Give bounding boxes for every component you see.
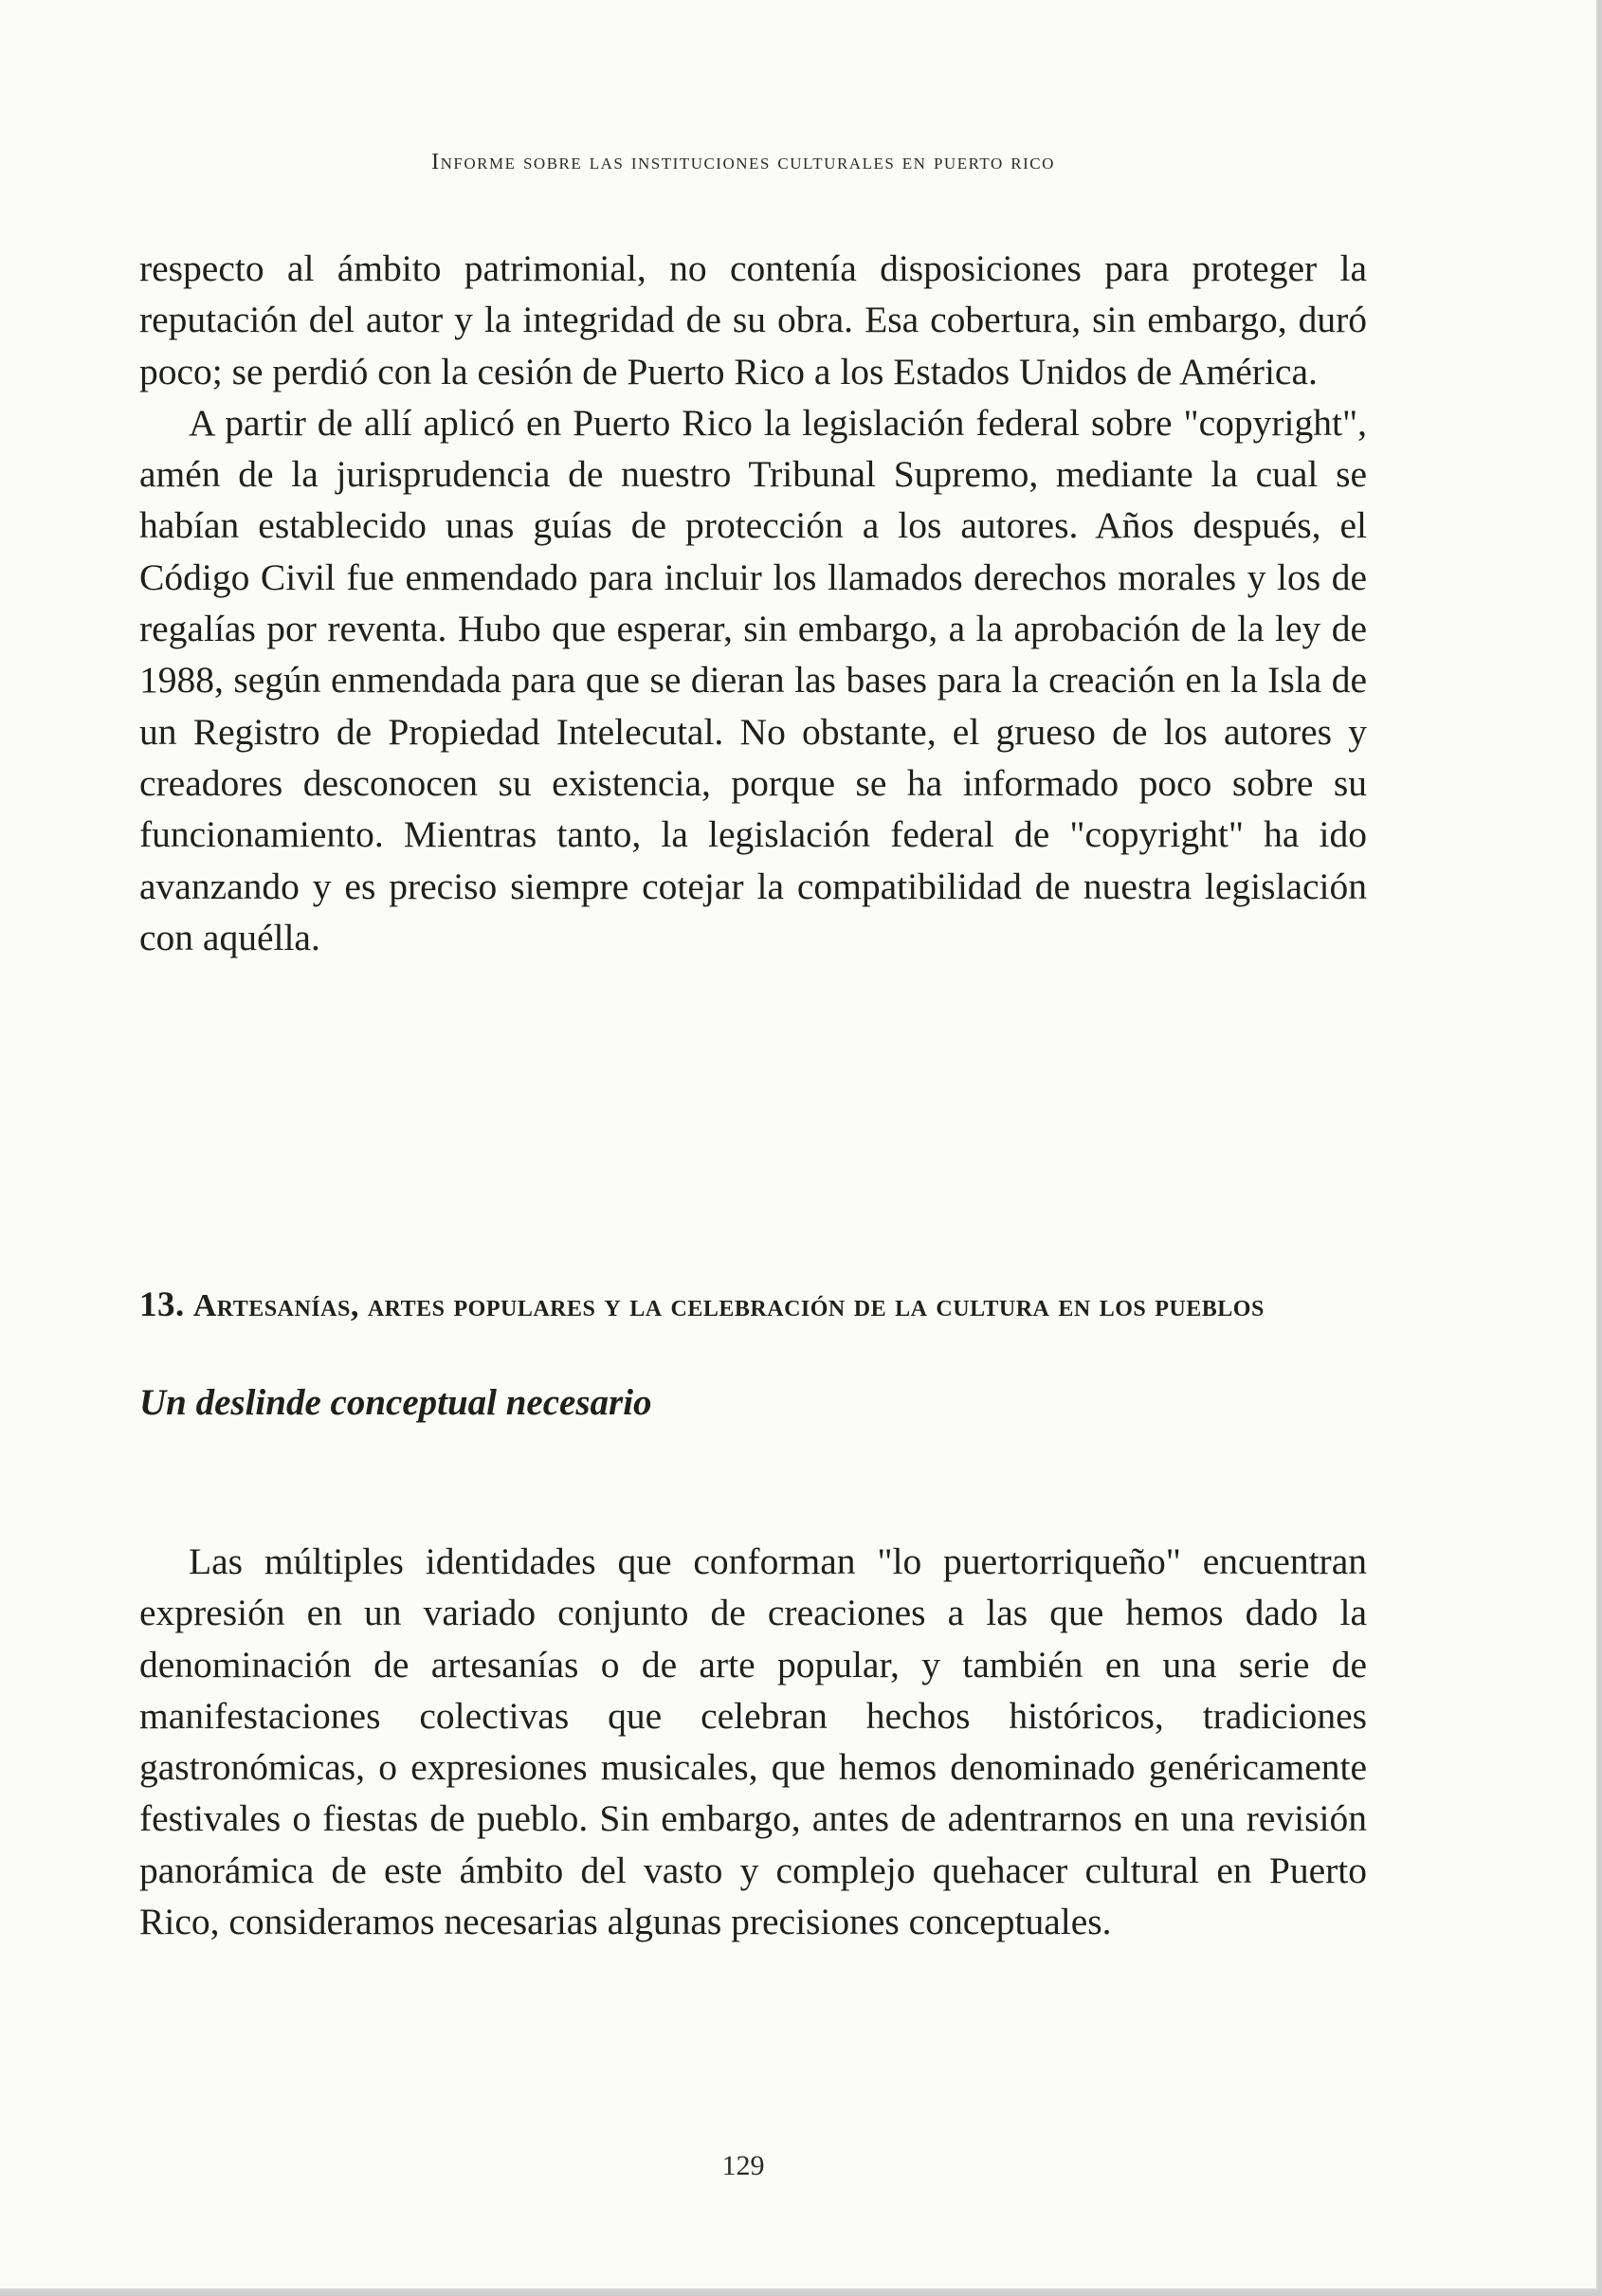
running-head xyxy=(0,150,1486,175)
paragraph: Las múltiples identidades que conforman "lo puertorriqueño" encuentran expresión en un variado conjunto de creaciones a las que hemos dado la denominación de artesanías o de arte popular, y también en una serie de manifestaciones colectivas que celebran hechos históricos, tradiciones gastronómicas, o expresiones musicales, que hemos denominado genéricamente festivales o fiestas de pueblo. Sin embargo, antes de adentrarnos en una revisión panorámica de este ámbito del vasto y complejo quehacer cultural en Puerto Rico, consideramos necesarias algunas precisiones conceptuales. xyxy=(139,1540,1367,1943)
section-number: 13. xyxy=(139,1285,185,1324)
section-heading xyxy=(139,1278,1367,1334)
section-block xyxy=(139,1278,1367,1429)
running-head-text: Informe sobre las instituciones culturales en puerto rico xyxy=(431,150,1055,174)
paragraph-continued: respecto al ámbito patrimonial, no contenía disposiciones para proteger la reputación del autor y la integridad de su obra. Esa cobertura, sin embargo, duró poco; se perdió con la cesión de Puerto Rico a los Estados Unidos de América. xyxy=(139,247,1367,392)
section-title: Artesanías, artes populares y la celebración de la cultura en los pueblos xyxy=(192,1288,1265,1323)
subheading: Un deslinde conceptual necesario xyxy=(139,1382,652,1423)
page-number: 129 xyxy=(721,2150,765,2181)
body-text-bottom xyxy=(139,1536,1367,1947)
paragraph: A partir de allí aplicó en Puerto Rico la legislación federal sobre "copyright", amén de la jurisprudencia de nuestro Tribunal Supremo, mediante la cual se habían establecido unas guías de protección a los autores. Años después, el Código Civil fue enmendado para incluir los llamados derechos morales y los de regalías por reventa. Hubo que esperar, sin embargo, a la aprobación de la ley de 1988, según enmendada para que se dieran las bases para la creación en la Isla de un Registro de Propiedad Intelecutal. No obstante, el grueso de los autores y creadores desconocen su existencia, porque se ha informado poco sobre su funcionamiento. Mientras tanto, la legislación federal de "copyright" ha ido avanzando y es preciso siempre cotejar la compatibilidad de nuestra legislación con aquélla. xyxy=(139,401,1367,958)
body-text-top xyxy=(139,243,1367,963)
